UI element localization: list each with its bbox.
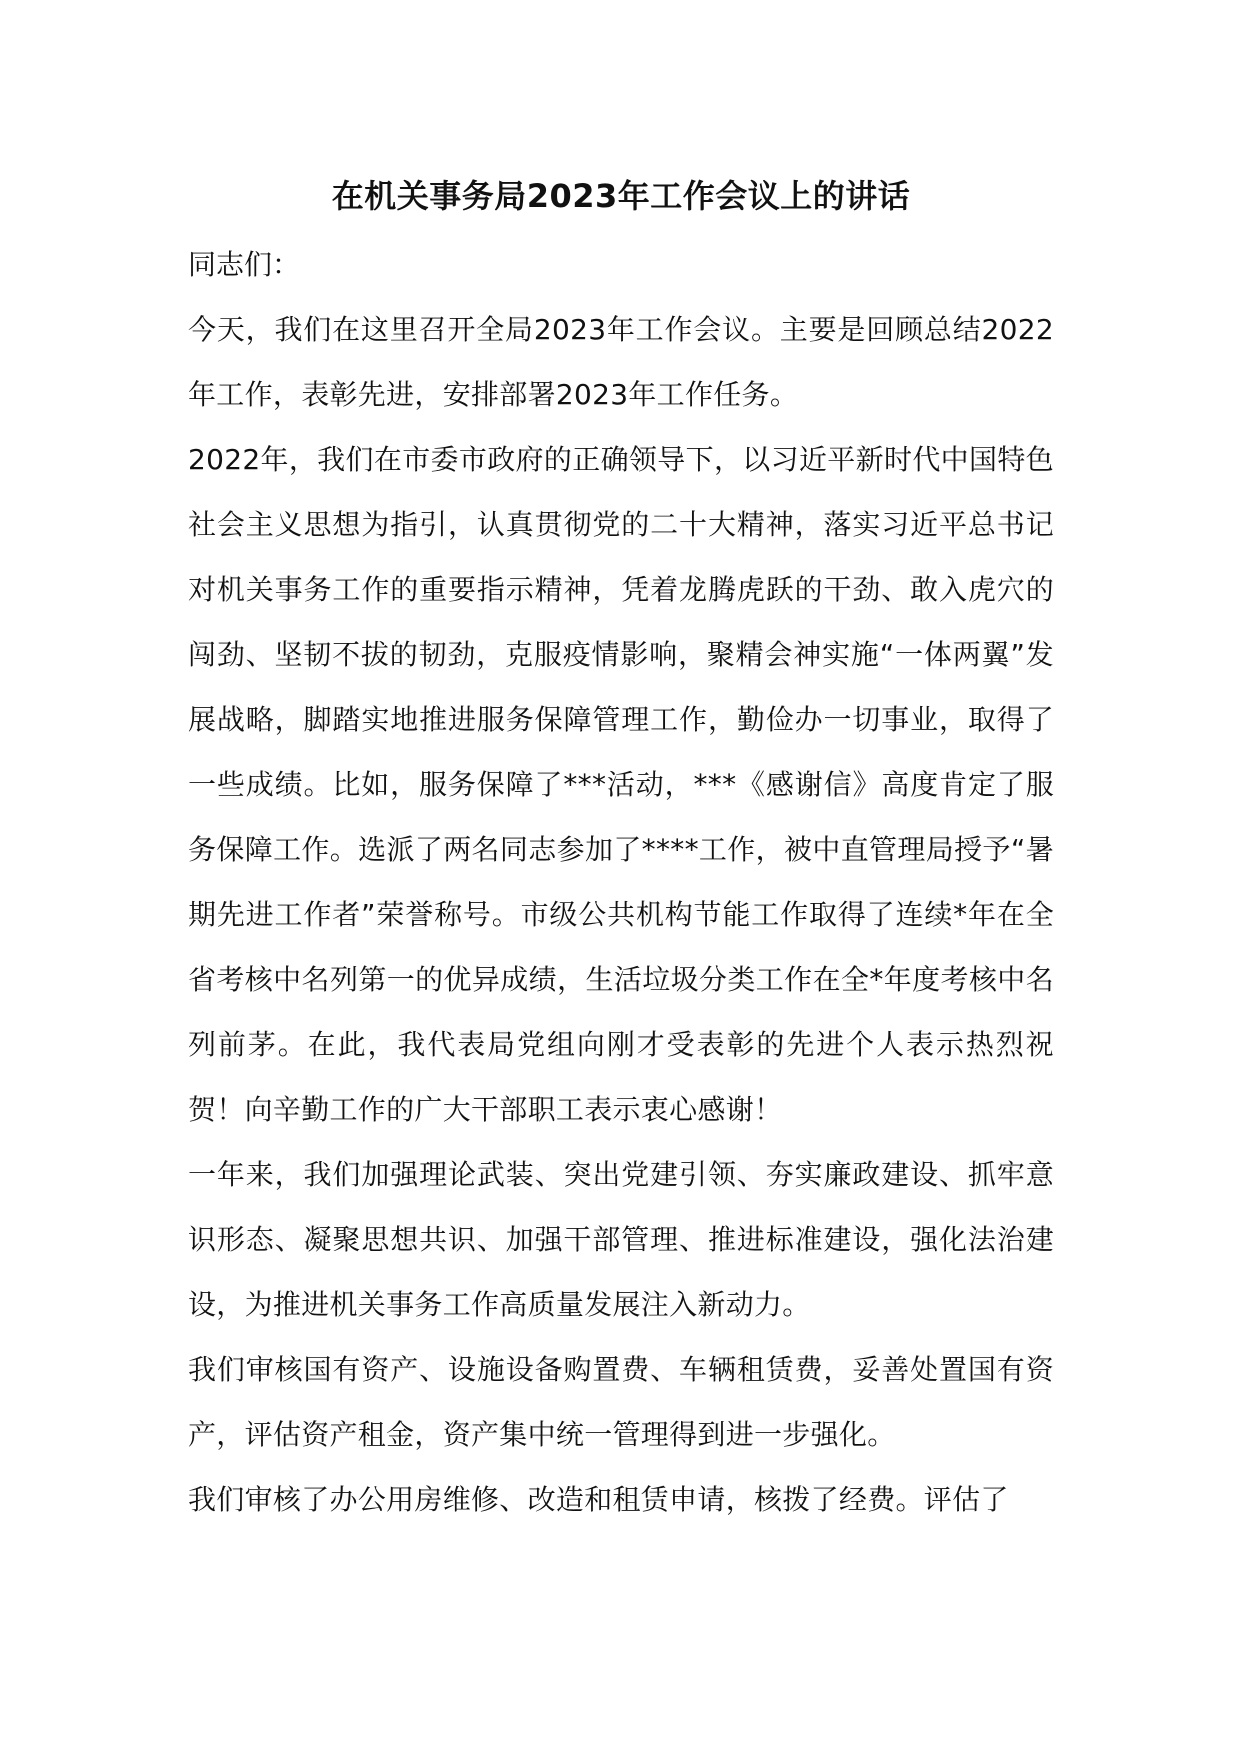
paragraph-assets: 我们审核国有资产、设施设备购置费、车辆租赁费，妥善处置国有资产，评估资产租金，资产集中统一管理得到进一步强化。 [188,1353,1054,1451]
paragraph-office-space: 我们审核了办公用房维修、改造和租赁申请，核拨了经费。评估了 [188,1483,1009,1516]
paragraph-achievements: 2022年，我们在市委市政府的正确领导下，以习近平新时代中国特色社会主义思想为指引，认真贯彻党的二十大精神，落实习近平总书记对机关事务工作的重要指示精神，凭着龙腾虎跃的干劲、敢入虎穴的闯劲、坚韧不拔的韧劲，克服疫情影响，聚精会神实施“一体两翼”发展战略，脚踏实地推进服务保障管理工作，勤俭办一切事业，取得了一些成绩。比如，服务保障了***活动，***《感谢信》高度肯定了服务保障工作。选派了两名同志参加了****工作，被中直管理局授予“暑期先进工作者”荣誉称号。市级公共机构节能工作取得了连续*年在全省考核中名列第一的优异成绩，生活垃圾分类工作在全*年度考核中名列前茅。在此，我代表局党组向刚才受表彰的先进个人表示热烈祝贺！向辛勤工作的广大干部职工表示衷心感谢！ [188,443,1054,1126]
paragraph-opening: 今天，我们在这里召开全局2023年工作会议。主要是回顾总结2022年工作，表彰先进，安排部署2023年工作任务。 [188,313,1054,411]
paragraph-party-building: 一年来，我们加强理论武装、突出党建引领、夯实廉政建设、抓牢意识形态、凝聚思想共识、加强干部管理、推进标准建设，强化法治建设，为推进机关事务工作高质量发展注入新动力。 [188,1158,1054,1321]
document-title: 在机关事务局2023年工作会议上的讲话 [331,177,911,215]
salutation: 同志们： [188,248,301,281]
document-page [188,170,1054,1532]
